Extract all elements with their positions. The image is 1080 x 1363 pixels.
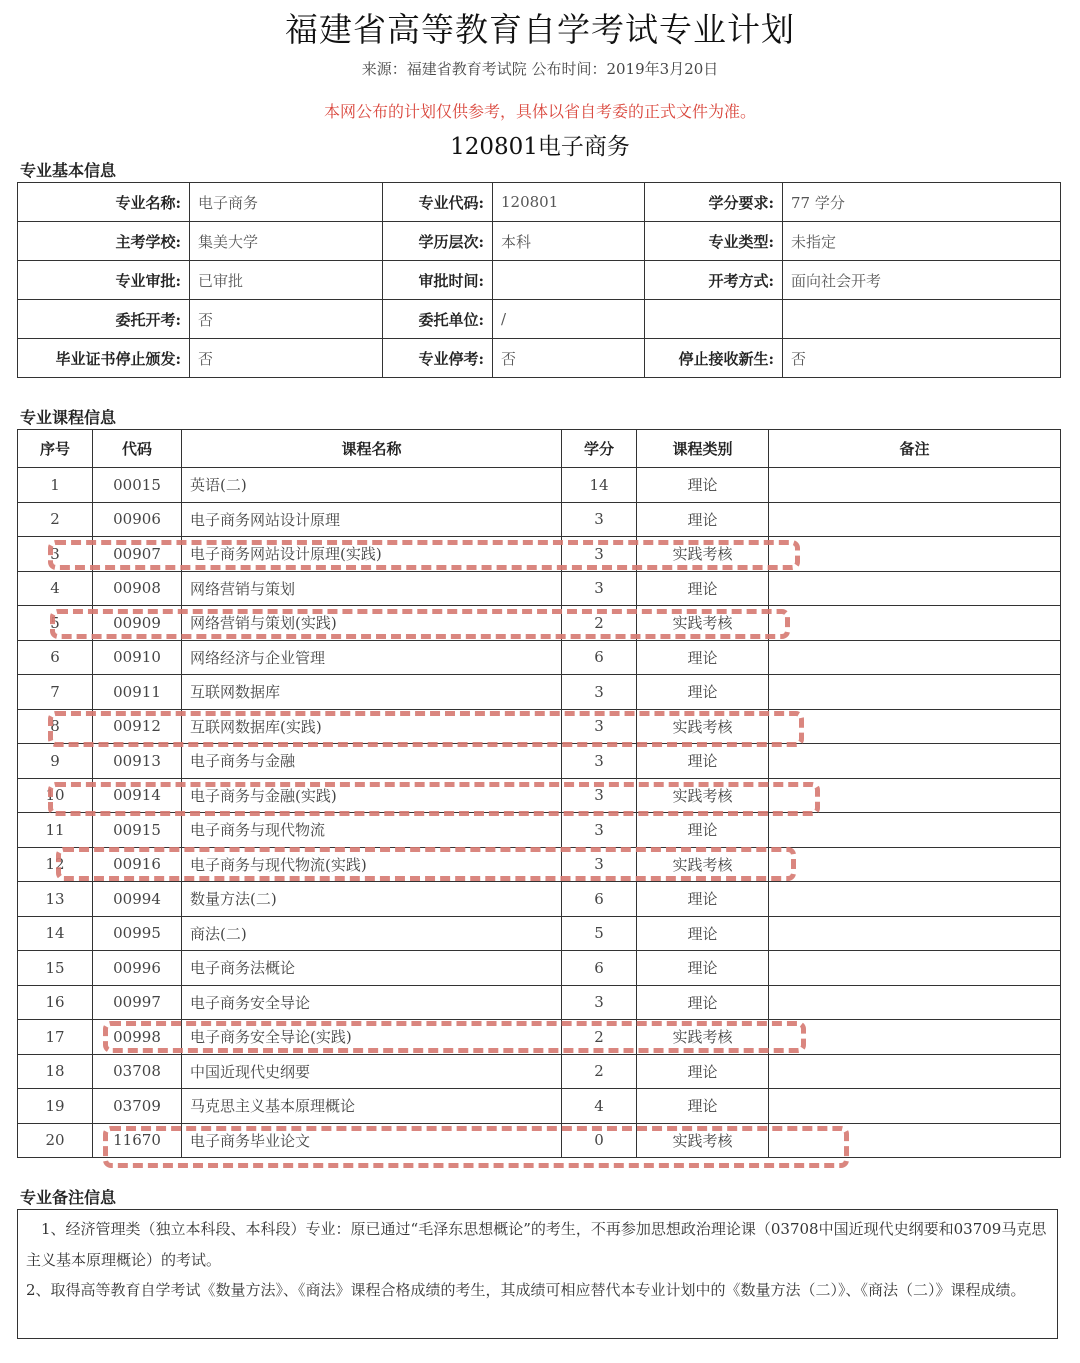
info-value: 已审批 <box>190 261 383 300</box>
course-name: 马克思主义基本原理概论 <box>182 1089 562 1124</box>
course-type: 实践考核 <box>637 847 769 882</box>
course-name: 电子商务安全导论 <box>182 985 562 1020</box>
info-row <box>18 261 1061 300</box>
course-credit: 3 <box>562 571 637 606</box>
course-header-cell: 备注 <box>769 430 1061 468</box>
course-index: 4 <box>18 571 93 606</box>
table-row <box>18 882 1061 917</box>
info-value: 否 <box>190 300 383 339</box>
course-index: 6 <box>18 640 93 675</box>
info-label: 主考学校: <box>18 222 190 261</box>
course-name: 中国近现代史纲要 <box>182 1054 562 1089</box>
course-note <box>769 744 1061 779</box>
course-code: 00996 <box>93 951 182 986</box>
course-code: 00907 <box>93 537 182 572</box>
info-value: 120801 <box>493 183 645 222</box>
table-row <box>18 537 1061 572</box>
table-row <box>18 1123 1061 1158</box>
course-code: 00916 <box>93 847 182 882</box>
course-index: 13 <box>18 882 93 917</box>
info-label: 委托开考: <box>18 300 190 339</box>
info-value: 面向社会开考 <box>783 261 1061 300</box>
course-type: 理论 <box>637 951 769 986</box>
course-header-cell: 课程类别 <box>637 430 769 468</box>
table-row <box>18 744 1061 779</box>
course-index: 3 <box>18 537 93 572</box>
course-index: 14 <box>18 916 93 951</box>
table-row <box>18 502 1061 537</box>
course-code: 00910 <box>93 640 182 675</box>
course-credit: 0 <box>562 1123 637 1158</box>
course-credit: 3 <box>562 778 637 813</box>
course-name: 电子商务网站设计原理 <box>182 502 562 537</box>
course-name: 商法(二) <box>182 916 562 951</box>
course-code: 03709 <box>93 1089 182 1124</box>
course-note <box>769 1089 1061 1124</box>
course-type: 实践考核 <box>637 1020 769 1055</box>
course-credit: 3 <box>562 847 637 882</box>
info-label: 专业代码: <box>383 183 493 222</box>
course-code: 11670 <box>93 1123 182 1158</box>
course-index: 16 <box>18 985 93 1020</box>
table-row <box>18 640 1061 675</box>
course-code: 00908 <box>93 571 182 606</box>
course-note <box>769 847 1061 882</box>
course-type: 理论 <box>637 813 769 848</box>
info-value: 未指定 <box>783 222 1061 261</box>
course-type: 实践考核 <box>637 1123 769 1158</box>
course-note <box>769 502 1061 537</box>
info-label: 学分要求: <box>645 183 783 222</box>
course-type: 理论 <box>637 640 769 675</box>
major-title: 120801电子商务 <box>450 134 630 160</box>
course-code: 00906 <box>93 502 182 537</box>
table-row <box>18 951 1061 986</box>
info-value <box>493 261 645 300</box>
course-type: 理论 <box>637 916 769 951</box>
course-code: 00915 <box>93 813 182 848</box>
info-row <box>18 183 1061 222</box>
course-type: 理论 <box>637 571 769 606</box>
course-code: 00998 <box>93 1020 182 1055</box>
info-value <box>783 300 1061 339</box>
course-credit: 6 <box>562 882 637 917</box>
page-title: 福建省高等教育自学考试专业计划 <box>285 10 795 49</box>
course-name: 电子商务毕业论文 <box>182 1123 562 1158</box>
course-code: 00911 <box>93 675 182 710</box>
course-code: 00995 <box>93 916 182 951</box>
course-note <box>769 1123 1061 1158</box>
course-note <box>769 985 1061 1020</box>
info-value: 77 学分 <box>783 183 1061 222</box>
course-name: 网络经济与企业管理 <box>182 640 562 675</box>
course-note <box>769 1020 1061 1055</box>
course-type: 理论 <box>637 882 769 917</box>
course-credit: 5 <box>562 916 637 951</box>
course-type: 实践考核 <box>637 537 769 572</box>
course-name: 电子商务与金融(实践) <box>182 778 562 813</box>
course-name: 英语(二) <box>182 468 562 503</box>
table-row <box>18 985 1061 1020</box>
info-label: 停止接收新生: <box>645 339 783 378</box>
course-credit: 6 <box>562 951 637 986</box>
course-index: 10 <box>18 778 93 813</box>
course-name: 网络营销与策划(实践) <box>182 606 562 641</box>
info-value: 电子商务 <box>190 183 383 222</box>
info-row <box>18 339 1061 378</box>
course-credit: 3 <box>562 744 637 779</box>
course-index: 8 <box>18 709 93 744</box>
table-row <box>18 1054 1061 1089</box>
course-index: 18 <box>18 1054 93 1089</box>
course-header-cell: 课程名称 <box>182 430 562 468</box>
table-row <box>18 709 1061 744</box>
info-value: 本科 <box>493 222 645 261</box>
course-note <box>769 916 1061 951</box>
course-type: 理论 <box>637 1054 769 1089</box>
info-label: 学历层次: <box>383 222 493 261</box>
table-row <box>18 1020 1061 1055</box>
course-name: 网络营销与策划 <box>182 571 562 606</box>
course-credit: 3 <box>562 502 637 537</box>
info-value: 否 <box>783 339 1061 378</box>
table-row <box>18 916 1061 951</box>
course-name: 数量方法(二) <box>182 882 562 917</box>
course-index: 19 <box>18 1089 93 1124</box>
course-type: 理论 <box>637 468 769 503</box>
course-code: 00914 <box>93 778 182 813</box>
table-row <box>18 847 1061 882</box>
course-index: 11 <box>18 813 93 848</box>
info-row <box>18 300 1061 339</box>
course-note <box>769 778 1061 813</box>
table-row <box>18 675 1061 710</box>
course-name: 电子商务网站设计原理(实践) <box>182 537 562 572</box>
course-index: 7 <box>18 675 93 710</box>
course-index: 15 <box>18 951 93 986</box>
course-index: 20 <box>18 1123 93 1158</box>
course-type: 理论 <box>637 502 769 537</box>
info-row <box>18 222 1061 261</box>
course-header-cell: 序号 <box>18 430 93 468</box>
course-credit: 3 <box>562 709 637 744</box>
basic-info-table <box>17 182 1061 378</box>
course-header-cell: 学分 <box>562 430 637 468</box>
course-type: 实践考核 <box>637 709 769 744</box>
course-index: 12 <box>18 847 93 882</box>
course-code: 00994 <box>93 882 182 917</box>
course-credit: 3 <box>562 813 637 848</box>
course-type: 理论 <box>637 985 769 1020</box>
info-label: 专业名称: <box>18 183 190 222</box>
course-code: 00913 <box>93 744 182 779</box>
info-label: 开考方式: <box>645 261 783 300</box>
course-credit: 3 <box>562 537 637 572</box>
course-type: 理论 <box>637 1089 769 1124</box>
course-credit: 4 <box>562 1089 637 1124</box>
course-index: 9 <box>18 744 93 779</box>
remark-line-2: 2、取得高等教育自学考试《数量方法》、《商法》课程合格成绩的考生，其成绩可相应替代本专业计划中的《数量方法（二）》、《商法（二）》课程成绩。 <box>26 1281 1026 1299</box>
course-note <box>769 468 1061 503</box>
course-name: 电子商务法概论 <box>182 951 562 986</box>
course-type: 实践考核 <box>637 606 769 641</box>
basic-info-label: 专业基本信息 <box>20 161 117 180</box>
info-label: 委托单位: <box>383 300 493 339</box>
course-note <box>769 813 1061 848</box>
course-credit: 2 <box>562 1020 637 1055</box>
course-credit: 14 <box>562 468 637 503</box>
course-note <box>769 640 1061 675</box>
course-name: 互联网数据库(实践) <box>182 709 562 744</box>
table-row <box>18 606 1061 641</box>
course-index: 1 <box>18 468 93 503</box>
course-type: 理论 <box>637 744 769 779</box>
table-row <box>18 813 1061 848</box>
info-value: 集美大学 <box>190 222 383 261</box>
table-row <box>18 1089 1061 1124</box>
course-header-cell: 代码 <box>93 430 182 468</box>
info-label: 专业审批: <box>18 261 190 300</box>
table-row <box>18 571 1061 606</box>
course-note <box>769 675 1061 710</box>
course-type: 理论 <box>637 675 769 710</box>
info-label <box>645 300 783 339</box>
info-value: 否 <box>493 339 645 378</box>
table-row <box>18 778 1061 813</box>
course-code: 00997 <box>93 985 182 1020</box>
source-line: 来源：福建省教育考试院 公布时间：2019年3月20日 <box>361 60 719 78</box>
remarks-label: 专业备注信息 <box>20 1188 117 1207</box>
info-label: 审批时间: <box>383 261 493 300</box>
course-note <box>769 709 1061 744</box>
course-credit: 6 <box>562 640 637 675</box>
course-name: 电子商务与现代物流(实践) <box>182 847 562 882</box>
course-info-label: 专业课程信息 <box>20 408 117 427</box>
info-value: 否 <box>190 339 383 378</box>
course-note <box>769 951 1061 986</box>
info-label: 专业类型: <box>645 222 783 261</box>
course-table <box>17 429 1061 1158</box>
notice-text: 本网公布的计划仅供参考，具体以省自考委的正式文件为准。 <box>323 102 756 121</box>
course-note <box>769 882 1061 917</box>
remarks-box <box>17 1209 1058 1339</box>
course-credit: 2 <box>562 1054 637 1089</box>
course-code: 00912 <box>93 709 182 744</box>
info-label: 毕业证书停止颁发: <box>18 339 190 378</box>
course-credit: 2 <box>562 606 637 641</box>
course-note <box>769 537 1061 572</box>
course-index: 5 <box>18 606 93 641</box>
info-label: 专业停考: <box>383 339 493 378</box>
course-name: 互联网数据库 <box>182 675 562 710</box>
remark-line-1: 1、经济管理类（独立本科段、本科段）专业：原已通过“毛泽东思想概论”的考生，不再参加思想政治理论课（03708中国近现代史纲要和03709马克思主义基本原理概论）的考试。 <box>26 1220 1047 1269</box>
course-note <box>769 571 1061 606</box>
course-index: 2 <box>18 502 93 537</box>
course-code: 00015 <box>93 468 182 503</box>
table-row <box>18 468 1061 503</box>
course-name: 电子商务安全导论(实践) <box>182 1020 562 1055</box>
course-name: 电子商务与现代物流 <box>182 813 562 848</box>
course-type: 实践考核 <box>637 778 769 813</box>
info-value: / <box>493 300 645 339</box>
course-name: 电子商务与金融 <box>182 744 562 779</box>
course-index: 17 <box>18 1020 93 1055</box>
course-note <box>769 606 1061 641</box>
course-note <box>769 1054 1061 1089</box>
course-code: 00909 <box>93 606 182 641</box>
course-code: 03708 <box>93 1054 182 1089</box>
course-credit: 3 <box>562 675 637 710</box>
course-credit: 3 <box>562 985 637 1020</box>
